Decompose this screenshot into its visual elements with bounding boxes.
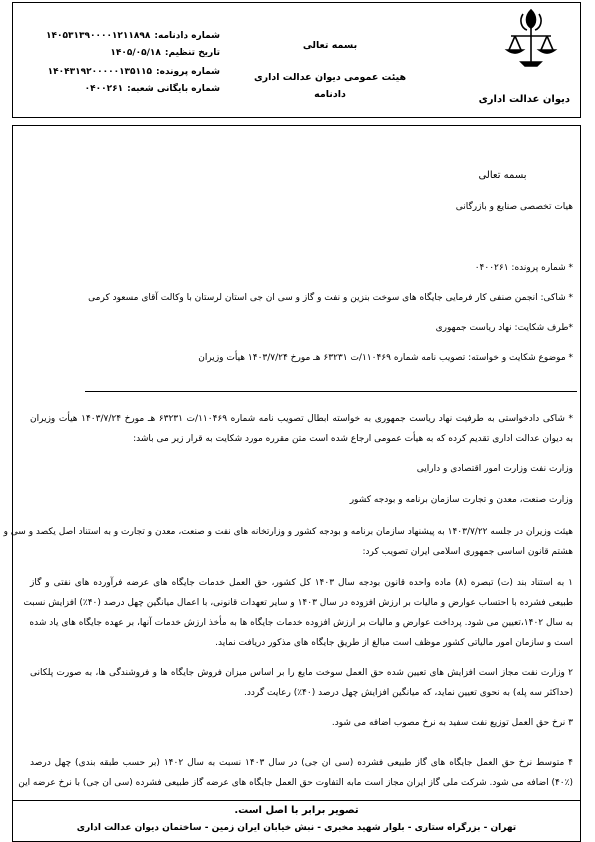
meta-value: ۱۴۰۵۳۱۳۹۰۰۰۰۱۲۱۱۸۹۸	[46, 31, 151, 41]
paragraph-line: * شاکی دادخواستی به طرفیت نهاد ریاست جمهوری به خواسته ابطال تصویب نامه شماره ۱۱۰۴۶۹/ت ۶۳۲۳۱ هـ مورخ ۱۴۰۳/۷/۲۴ هیأت وزیران	[30, 414, 573, 424]
meta-label: شماره بایگانی شعبه:	[127, 84, 220, 94]
paragraph-line: هیئت وزیران در جلسه ۱۴۰۳/۷/۲۲ به پیشنهاد سازمان برنامه و بودجه کشور و وزارتخانه های نفت و صنعت، معدن و تجارت و به استناد اصل یکصد و سی و	[3, 527, 573, 537]
meta-verdict-number	[20, 31, 220, 41]
document-footer	[12, 800, 581, 842]
meta-value: ۱۴۰۵/۰۵/۱۸	[110, 48, 161, 58]
paragraph-line: به دیوان عدالت اداری تقدیم کرده که به هیأت عمومی ارجاع شده است متن مقرره مورد شکایت به قرار زیر می باشد:	[133, 434, 573, 444]
item-line: ۴ متوسط نرخ حق العمل جایگاه های گاز طبیعی فشرده (سی ان جی) در سال ۱۴۰۳ نسبت به سال ۱۴۰۲ (بر حسب طبقه بندی) چهل درصد	[30, 758, 574, 768]
ministry-line: وزارت نفت وزارت امور اقتصادی و دارایی	[416, 464, 573, 474]
header-organization: هیئت عمومی دیوان عدالت اداری	[253, 72, 407, 83]
item-line: طبیعی فشرده با احتساب عوارض و مالیات بر ارزش افزوده در سال ۱۴۰۳ و سایر تعهدات قانونی، با اعمال میانگین چهل درصد (۴۰٪) افزایش نسبت	[23, 598, 573, 608]
item-line: (۴۰٪) اضافه می شود. شرکت ملی گاز ایران مجاز است مابه التفاوت حق العمل جایگاه های عرضه گاز طبیعی فشرده (سی ان جی) با نرخ عرضه این	[18, 778, 573, 788]
file-number: * شماره پرونده: ۰۴۰۰۲۶۱	[474, 263, 573, 273]
court-address: تهران - بزرگراه ستاری - بلوار شهید مخبری - نبش خیابان ایران زمین - ساختمان دیوان عدالت اداری	[76, 823, 517, 833]
meta-archive-number	[20, 84, 220, 94]
court-name: دیوان عدالت اداری	[478, 94, 570, 105]
divider	[85, 391, 577, 392]
subject-line: * موضوع شکایت و خواسته: تصویب نامه شماره ۱۱۰۴۶۹/ت ۶۳۲۳۱ هـ مورخ ۱۴۰۳/۷/۲۴ هیأت وزیران	[198, 353, 573, 363]
item-line: ۳ نرخ حق العمل توزیع نفت سفید به نرخ مصوب اضافه می شود.	[331, 718, 573, 728]
meta-value: ۱۴۰۴۳۱۹۲۰۰۰۰۰۱۳۵۱۱۵	[47, 67, 153, 77]
defendant-line: *طرف شکایت: نهاد ریاست جمهوری	[435, 323, 573, 333]
item-line: است و سازمان امور مالیاتی کشور موظف است مبالغ از طریق جایگاه های مذکور دریافت نماید.	[215, 638, 573, 648]
item-line: به سال ۱۴۰۲،تعیین می شود. پرداخت عوارض و مالیات بر ارزش افزوده خدمات جایگاه ها به مأخذ ارزش خدمات آنها، بر عهده جایگاه های یاد شده	[29, 618, 573, 628]
meta-label: تاریخ تنظیم:	[164, 48, 220, 58]
plaintiff-line: * شاکی: انجمن صنفی کار فرمایی جایگاه های سوخت بنزین و نفت و گاز و سی ان جی استان لرستان با وکالت آقای مسعود کرمی	[88, 293, 573, 303]
meta-issue-date	[20, 48, 220, 58]
emblem-scales-icon	[503, 6, 559, 68]
header-basmala: بسمه تعالی	[302, 40, 358, 51]
document-body	[3, 125, 581, 842]
meta-label: شماره پرونده:	[156, 67, 220, 77]
meta-label: شماره دادنامه:	[154, 31, 220, 41]
paragraph-line: هشتم قانون اساسی جمهوری اسلامی ایران تصویب کرد:	[362, 547, 573, 557]
item-line: (حداکثر سه پله) به نحوی تعیین نماید، که میانگین افزایش چهل درصد (۴۰٪) رعایت گردد.	[244, 688, 573, 698]
meta-value: ۰۴۰۰۲۶۱	[84, 84, 124, 94]
ministry-line: وزارت صنعت، معدن و تجارت سازمان برنامه و بودجه کشور	[349, 495, 573, 505]
header-document-type: دادنامه	[314, 89, 346, 100]
item-line: ۱ به استناد بند (ت) تبصره (۸) ماده واحده قانون بودجه سال ۱۴۰۳ کل کشور، حق العمل خدمات جایگاه های عرضه فرآورده های نفتی و گاز	[30, 578, 573, 588]
meta-case-number	[20, 67, 220, 77]
body-basmala: بسمه تعالی	[478, 170, 527, 181]
certified-copy-note: تصویر برابر با اصل است.	[234, 805, 359, 816]
board-name: هیات تخصصی صنایع و بازرگانی	[455, 202, 573, 212]
item-line: ۲ وزارت نفت مجاز است افزایش های تعیین شده حق العمل سوخت مایع را بر اساس میزان فروش جایگاه ها و فروشندگی ها، به صورت پلکانی	[30, 668, 573, 678]
